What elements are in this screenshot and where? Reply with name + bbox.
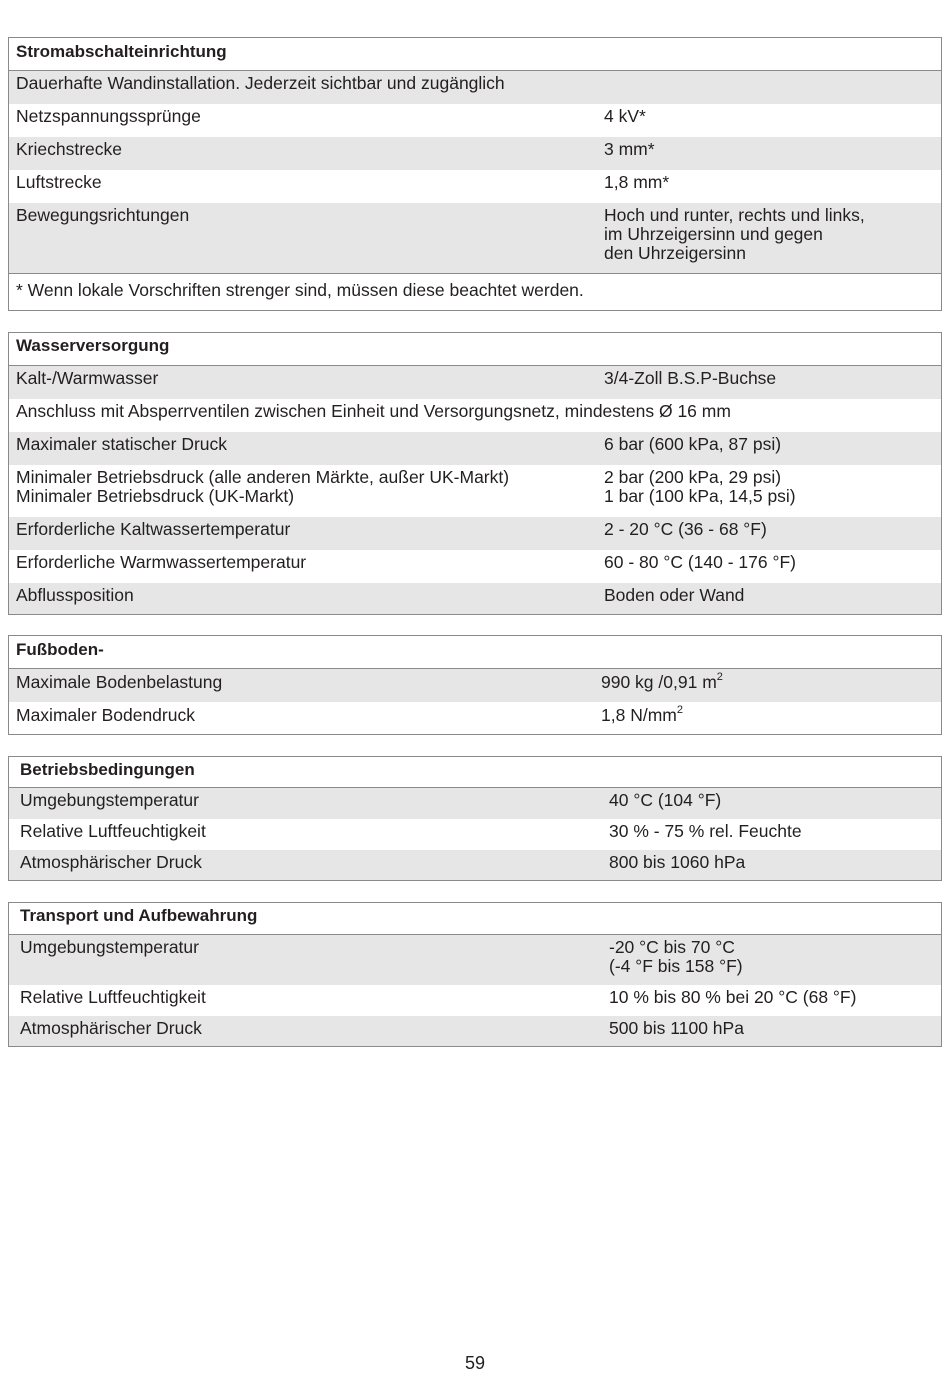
row-label: Kalt-/Warmwasser — [16, 368, 159, 388]
table-row — [9, 399, 941, 432]
table-row — [9, 819, 941, 850]
table-row — [9, 935, 941, 985]
row-note: Anschluss mit Absperrventilen zwischen Einheit und Versorgungsnetz, mindestens Ø 16 mm — [16, 401, 731, 421]
row-label: Bewegungsrichtungen — [16, 205, 190, 225]
row-value: 2 bar (200 kPa, 29 psi) 1 bar (100 kPa, 14,5 psi) — [604, 467, 796, 506]
table-stromabschalteinrichtung — [8, 37, 942, 311]
row-label: Atmosphärischer Druck — [20, 852, 202, 872]
row-value: -20 °C bis 70 °C (-4 °F bis 158 °F) — [609, 937, 743, 976]
row-value: 800 bis 1060 hPa — [609, 852, 746, 872]
table-row — [9, 366, 941, 399]
value-text: 990 kg /0,91 m — [601, 672, 717, 692]
row-label: Maximale Bodenbelastung — [16, 672, 223, 692]
row-value: 30 % - 75 % rel. Feuchte — [609, 821, 802, 841]
row-note: Dauerhafte Wandinstallation. Jederzeit sichtbar und zugänglich — [16, 73, 505, 93]
row-value: 500 bis 1100 hPa — [609, 1018, 744, 1038]
row-value: 3 mm* — [604, 139, 655, 159]
row-value — [601, 673, 723, 692]
row-label: Umgebungstemperatur — [20, 790, 199, 810]
row-label: Kriechstrecke — [16, 139, 123, 159]
table-row — [9, 985, 941, 1016]
row-value: 4 kV* — [604, 106, 646, 126]
footnote-row — [9, 273, 941, 311]
table-row — [9, 850, 941, 880]
table-fussboden — [8, 635, 942, 735]
value-text: 1,8 N/mm — [601, 705, 677, 725]
row-label: Atmosphärischer Druck — [20, 1018, 202, 1038]
row-label: Abflussposition — [16, 585, 134, 605]
footnote: * Wenn lokale Vorschriften strenger sind, müssen diese beachtet werden. — [16, 280, 584, 300]
table-transport-aufbewahrung — [8, 902, 942, 1047]
row-value: Boden oder Wand — [604, 585, 745, 605]
table-wasserversorgung — [8, 332, 942, 615]
row-label: Maximaler statischer Druck — [16, 434, 228, 454]
table-betriebsbedingungen — [8, 756, 942, 881]
row-label: Erforderliche Warmwassertemperatur — [16, 552, 307, 572]
row-label: Relative Luftfeuchtigkeit — [20, 987, 206, 1007]
superscript: 2 — [676, 704, 683, 716]
row-value: 1,8 mm* — [604, 172, 670, 192]
table-row — [9, 583, 941, 614]
table-row — [9, 104, 941, 137]
row-value: 2 - 20 °C (36 - 68 °F) — [604, 519, 767, 539]
table-row — [9, 137, 941, 170]
table-row — [9, 669, 941, 702]
row-value: 60 - 80 °C (140 - 176 °F) — [604, 552, 796, 572]
row-label: Erforderliche Kaltwassertemperatur — [16, 519, 291, 539]
table-title: Fußboden- — [9, 636, 941, 669]
table-title: Wasserversorgung — [9, 333, 941, 366]
row-label: Netzspannungssprünge — [16, 106, 201, 126]
table-row — [9, 550, 941, 583]
row-label: Relative Luftfeuchtigkeit — [20, 821, 206, 841]
row-label: Maximaler Bodendruck — [16, 705, 195, 725]
table-row — [9, 170, 941, 203]
page-number: 59 — [464, 1353, 486, 1373]
row-value: 10 % bis 80 % bei 20 °C (68 °F) — [609, 987, 857, 1007]
row-value — [601, 706, 683, 725]
table-row — [9, 71, 941, 104]
table-row — [9, 432, 941, 465]
table-row — [9, 517, 941, 550]
table-title: Betriebsbedingungen — [9, 757, 941, 788]
superscript: 2 — [716, 671, 723, 683]
row-label: Umgebungstemperatur — [20, 937, 199, 957]
row-value: 3/4-Zoll B.S.P-Buchse — [604, 368, 777, 388]
table-row — [9, 1016, 941, 1046]
table-row — [9, 702, 941, 734]
row-value: 40 °C (104 °F) — [609, 790, 722, 810]
table-title: Transport und Aufbewahrung — [9, 903, 941, 935]
row-value: 6 bar (600 kPa, 87 psi) — [604, 434, 782, 454]
row-label: Minimaler Betriebsdruck (alle anderen Märkte, außer UK-Markt) Minimaler Betriebsdruck (UK-Markt) — [16, 467, 510, 506]
row-value: Hoch und runter, rechts und links, im Uhrzeigersinn und gegen den Uhrzeigersinn — [604, 205, 865, 263]
table-row — [9, 788, 941, 819]
table-row — [9, 203, 941, 273]
row-label: Luftstrecke — [16, 172, 102, 192]
table-title: Stromabschalteinrichtung — [9, 38, 941, 71]
table-row — [9, 465, 941, 517]
